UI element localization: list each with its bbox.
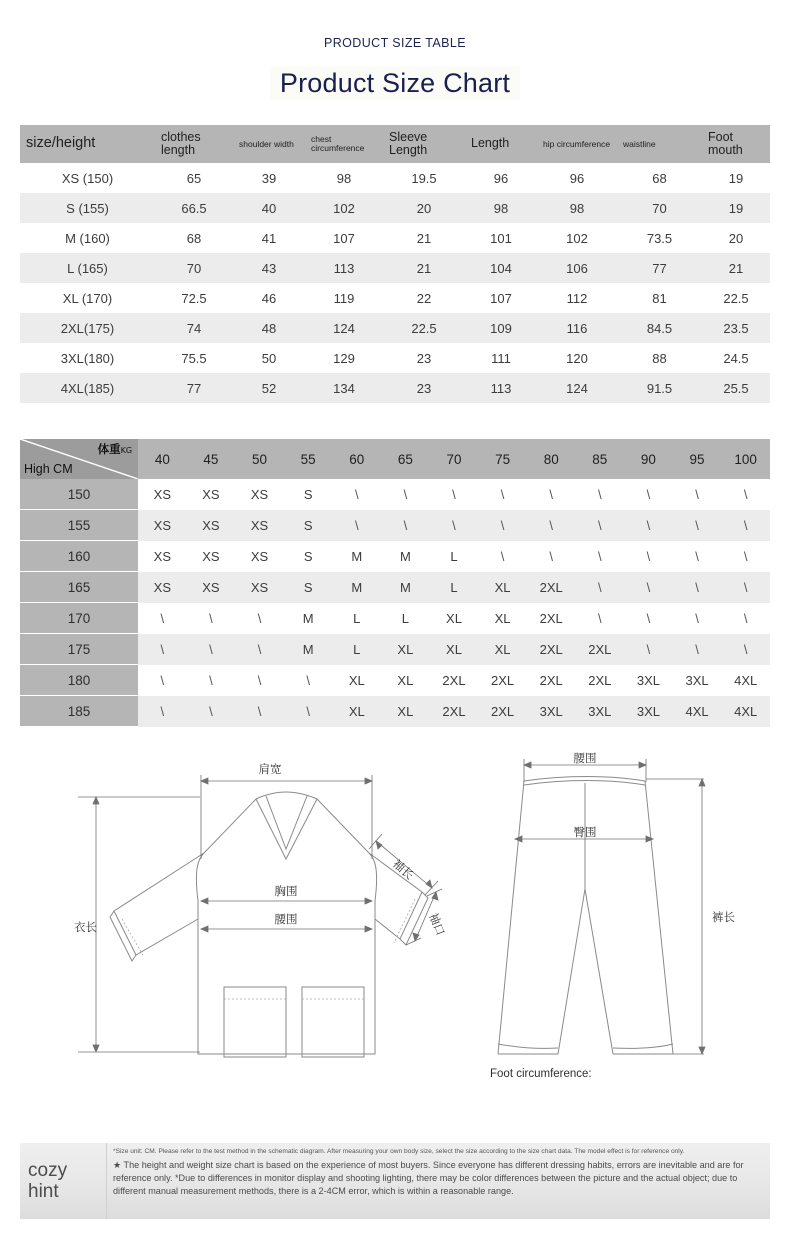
recommend-header-row: [20, 439, 770, 479]
label-cuff: 袖口: [426, 910, 448, 938]
measurement-cell: 66.5: [155, 193, 233, 223]
label-waist-pants: 腰围: [573, 751, 597, 765]
measurement-cell: 111: [465, 343, 537, 373]
table-row: [20, 163, 770, 193]
table-row: [20, 603, 770, 634]
measurement-cell: 70: [617, 193, 702, 223]
footer-note-panel: [20, 1143, 770, 1219]
measurement-cell: 124: [305, 313, 383, 343]
size-recommendation-cell: \: [673, 510, 722, 541]
col-header-hip-circumference: hip circumference: [537, 125, 617, 163]
size-recommendation-cell: \: [527, 541, 576, 572]
table-row: [20, 479, 770, 510]
measurement-cell: 88: [617, 343, 702, 373]
col-header-foot-mouth: Foot mouth: [702, 125, 770, 163]
size-recommendation-cell: \: [187, 634, 236, 665]
measurement-cell: 39: [233, 163, 305, 193]
measurement-cell: 22.5: [702, 283, 770, 313]
measurement-cell: 75.5: [155, 343, 233, 373]
corner-weight-unit: KG: [120, 446, 133, 455]
size-recommendation-cell: XS: [187, 572, 236, 603]
size-recommendation-cell: S: [284, 510, 333, 541]
size-recommendation-cell: \: [721, 634, 770, 665]
size-recommendation-cell: 2XL: [430, 665, 479, 696]
label-chest: 胸围: [274, 884, 298, 898]
measurement-cell: 129: [305, 343, 383, 373]
measurement-cell: 22.5: [383, 313, 465, 343]
size-recommendation-cell: 2XL: [430, 696, 479, 727]
size-recommendation-cell: \: [576, 603, 625, 634]
measurement-cell: 120: [537, 343, 617, 373]
measurement-cell: 70: [155, 253, 233, 283]
corner-weight-text: 体重: [97, 442, 121, 456]
measurement-cell: 106: [537, 253, 617, 283]
measurement-cell: 109: [465, 313, 537, 343]
col-header-size-height: size/height: [20, 125, 155, 163]
measurement-cell: 48: [233, 313, 305, 343]
size-recommendation-cell: \: [235, 665, 284, 696]
measurement-cell: 107: [465, 283, 537, 313]
size-recommendation-cell: L: [332, 634, 381, 665]
table-row: [20, 634, 770, 665]
cozy-hint-line2: hint: [28, 1181, 59, 1202]
measurement-cell: 113: [305, 253, 383, 283]
size-recommendation-cell: \: [235, 603, 284, 634]
label-pant-length: 裤长: [712, 910, 735, 924]
measurement-cell: 20: [702, 223, 770, 253]
size-recommendation-cell: M: [381, 541, 430, 572]
measurement-cell: 107: [305, 223, 383, 253]
col-header-shoulder-width: shoulder width: [233, 125, 305, 163]
label-sleeve-length: 袖长: [390, 856, 417, 883]
size-recommendation-cell: M: [381, 572, 430, 603]
size-recommendation-cell: XL: [430, 603, 479, 634]
measurement-cell: 91.5: [617, 373, 702, 403]
size-recommendation-cell: \: [284, 665, 333, 696]
measurement-cell: 84.5: [617, 313, 702, 343]
height-row-header: 170: [20, 603, 138, 634]
table-row: [20, 343, 770, 373]
table-row: [20, 223, 770, 253]
size-recommendation-cell: \: [138, 603, 187, 634]
size-recommendation-cell: 3XL: [624, 696, 673, 727]
size-recommendation-cell: \: [332, 479, 381, 510]
size-recommendation-cell: XL: [478, 603, 527, 634]
measurement-cell: 77: [155, 373, 233, 403]
size-recommendation-cell: XS: [138, 541, 187, 572]
measurement-cell: 134: [305, 373, 383, 403]
shirt-diagram: [70, 759, 460, 1079]
size-recommendation-cell: \: [624, 634, 673, 665]
size-recommendation-cell: \: [721, 603, 770, 634]
height-row-header: 155: [20, 510, 138, 541]
measurement-cell: 98: [537, 193, 617, 223]
measurement-cell: 21: [383, 223, 465, 253]
measurement-cell: 43: [233, 253, 305, 283]
size-table-header-row: [20, 125, 770, 163]
size-recommendation-cell: \: [721, 479, 770, 510]
measurement-cell: 74: [155, 313, 233, 343]
table-row: [20, 283, 770, 313]
table-row: [20, 541, 770, 572]
measurement-cell: 46: [233, 283, 305, 313]
measurement-cell: 22: [383, 283, 465, 313]
measurement-cell: 24.5: [702, 343, 770, 373]
size-label-cell: 4XL(185): [20, 373, 155, 403]
size-table-body: [20, 163, 770, 403]
measurement-cell: 72.5: [155, 283, 233, 313]
measurement-cell: 73.5: [617, 223, 702, 253]
size-recommendation-cell: XS: [235, 510, 284, 541]
cozy-hint-line1: cozy: [28, 1159, 68, 1181]
measurement-cell: 20: [383, 193, 465, 223]
weight-column-header: 95: [673, 439, 722, 479]
size-recommendation-cell: \: [187, 696, 236, 727]
size-recommendation-cell: 2XL: [576, 665, 625, 696]
measurement-cell: 116: [537, 313, 617, 343]
size-recommendation-cell: XL: [332, 665, 381, 696]
height-row-header: 165: [20, 572, 138, 603]
measurement-cell: 68: [155, 223, 233, 253]
size-recommendation-cell: 2XL: [478, 696, 527, 727]
size-recommendation-cell: \: [187, 603, 236, 634]
size-recommendation-cell: XL: [332, 696, 381, 727]
size-recommendation-cell: \: [478, 510, 527, 541]
measurement-cell: 96: [465, 163, 537, 193]
size-recommendation-cell: 3XL: [527, 696, 576, 727]
size-label-cell: XL (170): [20, 283, 155, 313]
table-row: [20, 193, 770, 223]
size-recommendation-cell: XL: [430, 634, 479, 665]
measurement-cell: 96: [537, 163, 617, 193]
height-weight-corner-cell: [20, 439, 138, 479]
size-label-cell: M (160): [20, 223, 155, 253]
size-recommendation-cell: 4XL: [673, 696, 722, 727]
size-recommendation-cell: \: [624, 479, 673, 510]
table-row: [20, 253, 770, 283]
size-recommendation-cell: 3XL: [673, 665, 722, 696]
measurement-cell: 119: [305, 283, 383, 313]
size-recommendation-cell: S: [284, 572, 333, 603]
measurement-cell: 52: [233, 373, 305, 403]
table-row: [20, 510, 770, 541]
size-label-cell: XS (150): [20, 163, 155, 193]
weight-column-header: 45: [187, 439, 236, 479]
size-recommendation-cell: \: [576, 572, 625, 603]
size-recommendation-cell: L: [332, 603, 381, 634]
size-recommendation-cell: 2XL: [527, 603, 576, 634]
page-title: [0, 68, 790, 99]
measurement-cell: 21: [383, 253, 465, 283]
size-label-cell: 2XL(175): [20, 313, 155, 343]
size-recommendation-cell: \: [721, 510, 770, 541]
size-recommendation-cell: M: [332, 541, 381, 572]
height-row-header: 150: [20, 479, 138, 510]
size-recommendation-cell: \: [576, 541, 625, 572]
size-recommendation-cell: L: [430, 541, 479, 572]
measurement-cell: 102: [537, 223, 617, 253]
table-row: [20, 373, 770, 403]
size-recommendation-cell: L: [430, 572, 479, 603]
weight-column-header: 65: [381, 439, 430, 479]
measurement-cell: 25.5: [702, 373, 770, 403]
col-header-sleeve-length: Sleeve Length: [383, 125, 465, 163]
height-row-header: 160: [20, 541, 138, 572]
size-measurement-table: [20, 125, 770, 403]
measurement-cell: 23: [383, 373, 465, 403]
weight-column-header: 55: [284, 439, 333, 479]
page-kicker: PRODUCT SIZE TABLE: [324, 36, 466, 50]
recommend-table-body: [20, 479, 770, 727]
size-recommendation-cell: \: [235, 634, 284, 665]
size-recommendation-cell: \: [284, 696, 333, 727]
table-row: [20, 696, 770, 727]
size-recommendation-cell: \: [235, 696, 284, 727]
size-recommendation-cell: \: [576, 510, 625, 541]
size-recommendation-cell: XL: [478, 572, 527, 603]
height-row-header: 185: [20, 696, 138, 727]
weight-column-header: 90: [624, 439, 673, 479]
size-recommendation-cell: 2XL: [576, 634, 625, 665]
size-recommendation-cell: \: [673, 479, 722, 510]
size-recommendation-cell: \: [576, 479, 625, 510]
measurement-cell: 112: [537, 283, 617, 313]
size-recommendation-cell: \: [527, 479, 576, 510]
weight-column-header: 50: [235, 439, 284, 479]
size-recommendation-cell: M: [284, 603, 333, 634]
size-recommendation-cell: XL: [478, 634, 527, 665]
height-row-header: 175: [20, 634, 138, 665]
size-recommendation-cell: \: [478, 479, 527, 510]
measurement-cell: 98: [305, 163, 383, 193]
size-recommendation-cell: \: [673, 634, 722, 665]
measurement-cell: 101: [465, 223, 537, 253]
weight-column-header: 85: [576, 439, 625, 479]
size-recommendation-table: [20, 439, 770, 727]
table-row: [20, 572, 770, 603]
measurement-cell: 81: [617, 283, 702, 313]
label-hip: 臀围: [573, 825, 597, 839]
measurement-cell: 40: [233, 193, 305, 223]
label-shoulder-width: 肩宽: [258, 762, 282, 776]
measurement-cell: 19: [702, 193, 770, 223]
size-recommendation-cell: XS: [235, 479, 284, 510]
size-recommendation-cell: XS: [138, 510, 187, 541]
size-recommendation-cell: 2XL: [527, 665, 576, 696]
size-label-cell: S (155): [20, 193, 155, 223]
size-recommendation-cell: \: [673, 572, 722, 603]
table-row: [20, 665, 770, 696]
size-recommendation-cell: \: [478, 541, 527, 572]
size-recommendation-cell: XS: [138, 479, 187, 510]
size-recommendation-cell: \: [673, 603, 722, 634]
weight-column-header: 80: [527, 439, 576, 479]
size-recommendation-cell: XS: [187, 479, 236, 510]
size-recommendation-cell: \: [187, 665, 236, 696]
size-recommendation-cell: \: [381, 510, 430, 541]
weight-column-header: 40: [138, 439, 187, 479]
measurement-cell: 124: [537, 373, 617, 403]
size-recommendation-cell: 4XL: [721, 665, 770, 696]
size-recommendation-cell: \: [332, 510, 381, 541]
measurement-cell: 77: [617, 253, 702, 283]
height-row-header: 180: [20, 665, 138, 696]
footer-note-small: *Size unit: CM. Please refer to the test method in the schematic diagram. After measuring your own body size, select the size according to the size chart data. The model effect is for reference only.: [113, 1148, 685, 1155]
corner-height-label: High CM: [24, 462, 73, 476]
size-recommendation-cell: \: [381, 479, 430, 510]
measurement-cell: 23.5: [702, 313, 770, 343]
label-clothes-length: 衣长: [74, 920, 97, 934]
measurement-cell: 102: [305, 193, 383, 223]
label-foot-circumference: Foot circumference:: [490, 1068, 592, 1080]
col-header-waistline: waistline: [617, 125, 702, 163]
measurement-cell: 19: [702, 163, 770, 193]
measurement-cell: 68: [617, 163, 702, 193]
size-recommendation-cell: XS: [235, 541, 284, 572]
table-row: [20, 313, 770, 343]
size-recommendation-cell: 3XL: [624, 665, 673, 696]
size-recommendation-cell: XL: [381, 634, 430, 665]
size-recommendation-cell: 2XL: [527, 634, 576, 665]
size-recommendation-cell: M: [332, 572, 381, 603]
size-recommendation-cell: XS: [235, 572, 284, 603]
size-recommendation-cell: \: [624, 541, 673, 572]
measurement-cell: 113: [465, 373, 537, 403]
size-recommendation-cell: XS: [187, 541, 236, 572]
size-recommendation-cell: \: [624, 572, 673, 603]
footer-note-main: ★ The height and weight size chart is based on the experience of most buyers. Since everyone has different dressing habits, errors are inevitable and are for reference only. *Due to differences in monitor display and shooting lighting, there may be color differences between the picture and the actual object; due to different manual measurement methods, there is a 2-4CM error, which is within a reasonable range.: [113, 1159, 744, 1196]
size-recommendation-cell: \: [430, 479, 479, 510]
size-recommendation-cell: \: [624, 510, 673, 541]
col-header-length: Length: [465, 125, 537, 163]
size-recommendation-cell: 3XL: [576, 696, 625, 727]
size-recommendation-cell: 2XL: [478, 665, 527, 696]
size-label-cell: 3XL(180): [20, 343, 155, 373]
size-recommendation-cell: \: [430, 510, 479, 541]
size-recommendation-cell: 4XL: [721, 696, 770, 727]
col-header-clothes-length: clothes length: [155, 125, 233, 163]
size-label-cell: L (165): [20, 253, 155, 283]
size-recommendation-cell: \: [721, 541, 770, 572]
size-recommendation-cell: XS: [187, 510, 236, 541]
weight-column-header: 60: [332, 439, 381, 479]
size-recommendation-cell: \: [138, 665, 187, 696]
cozy-hint-badge: [20, 1143, 107, 1219]
size-recommendation-cell: 2XL: [527, 572, 576, 603]
size-recommendation-cell: \: [673, 541, 722, 572]
page-title-text: Product Size Chart: [270, 66, 520, 100]
size-recommendation-cell: S: [284, 541, 333, 572]
measurement-cell: 41: [233, 223, 305, 253]
size-recommendation-cell: M: [284, 634, 333, 665]
size-recommendation-cell: L: [381, 603, 430, 634]
col-header-chest-circumference: chest circumference: [305, 125, 383, 163]
weight-column-header: 75: [478, 439, 527, 479]
measurement-cell: 50: [233, 343, 305, 373]
size-recommendation-cell: S: [284, 479, 333, 510]
size-recommendation-cell: \: [721, 572, 770, 603]
size-recommendation-cell: XL: [381, 696, 430, 727]
measurement-cell: 21: [702, 253, 770, 283]
measurement-cell: 23: [383, 343, 465, 373]
pants-diagram: [490, 749, 790, 1089]
weight-column-header: 100: [721, 439, 770, 479]
size-recommendation-cell: \: [138, 696, 187, 727]
size-recommendation-cell: \: [527, 510, 576, 541]
corner-weight-label: [98, 441, 132, 457]
size-recommendation-cell: XL: [381, 665, 430, 696]
size-recommendation-cell: \: [138, 634, 187, 665]
garment-diagrams: [0, 749, 790, 1094]
measurement-cell: 65: [155, 163, 233, 193]
measurement-cell: 104: [465, 253, 537, 283]
weight-column-header: 70: [430, 439, 479, 479]
size-recommendation-cell: XS: [138, 572, 187, 603]
footer-notes: [107, 1143, 770, 1219]
label-waist-top: 腰围: [274, 912, 298, 926]
measurement-cell: 19.5: [383, 163, 465, 193]
measurement-cell: 98: [465, 193, 537, 223]
size-recommendation-cell: \: [624, 603, 673, 634]
